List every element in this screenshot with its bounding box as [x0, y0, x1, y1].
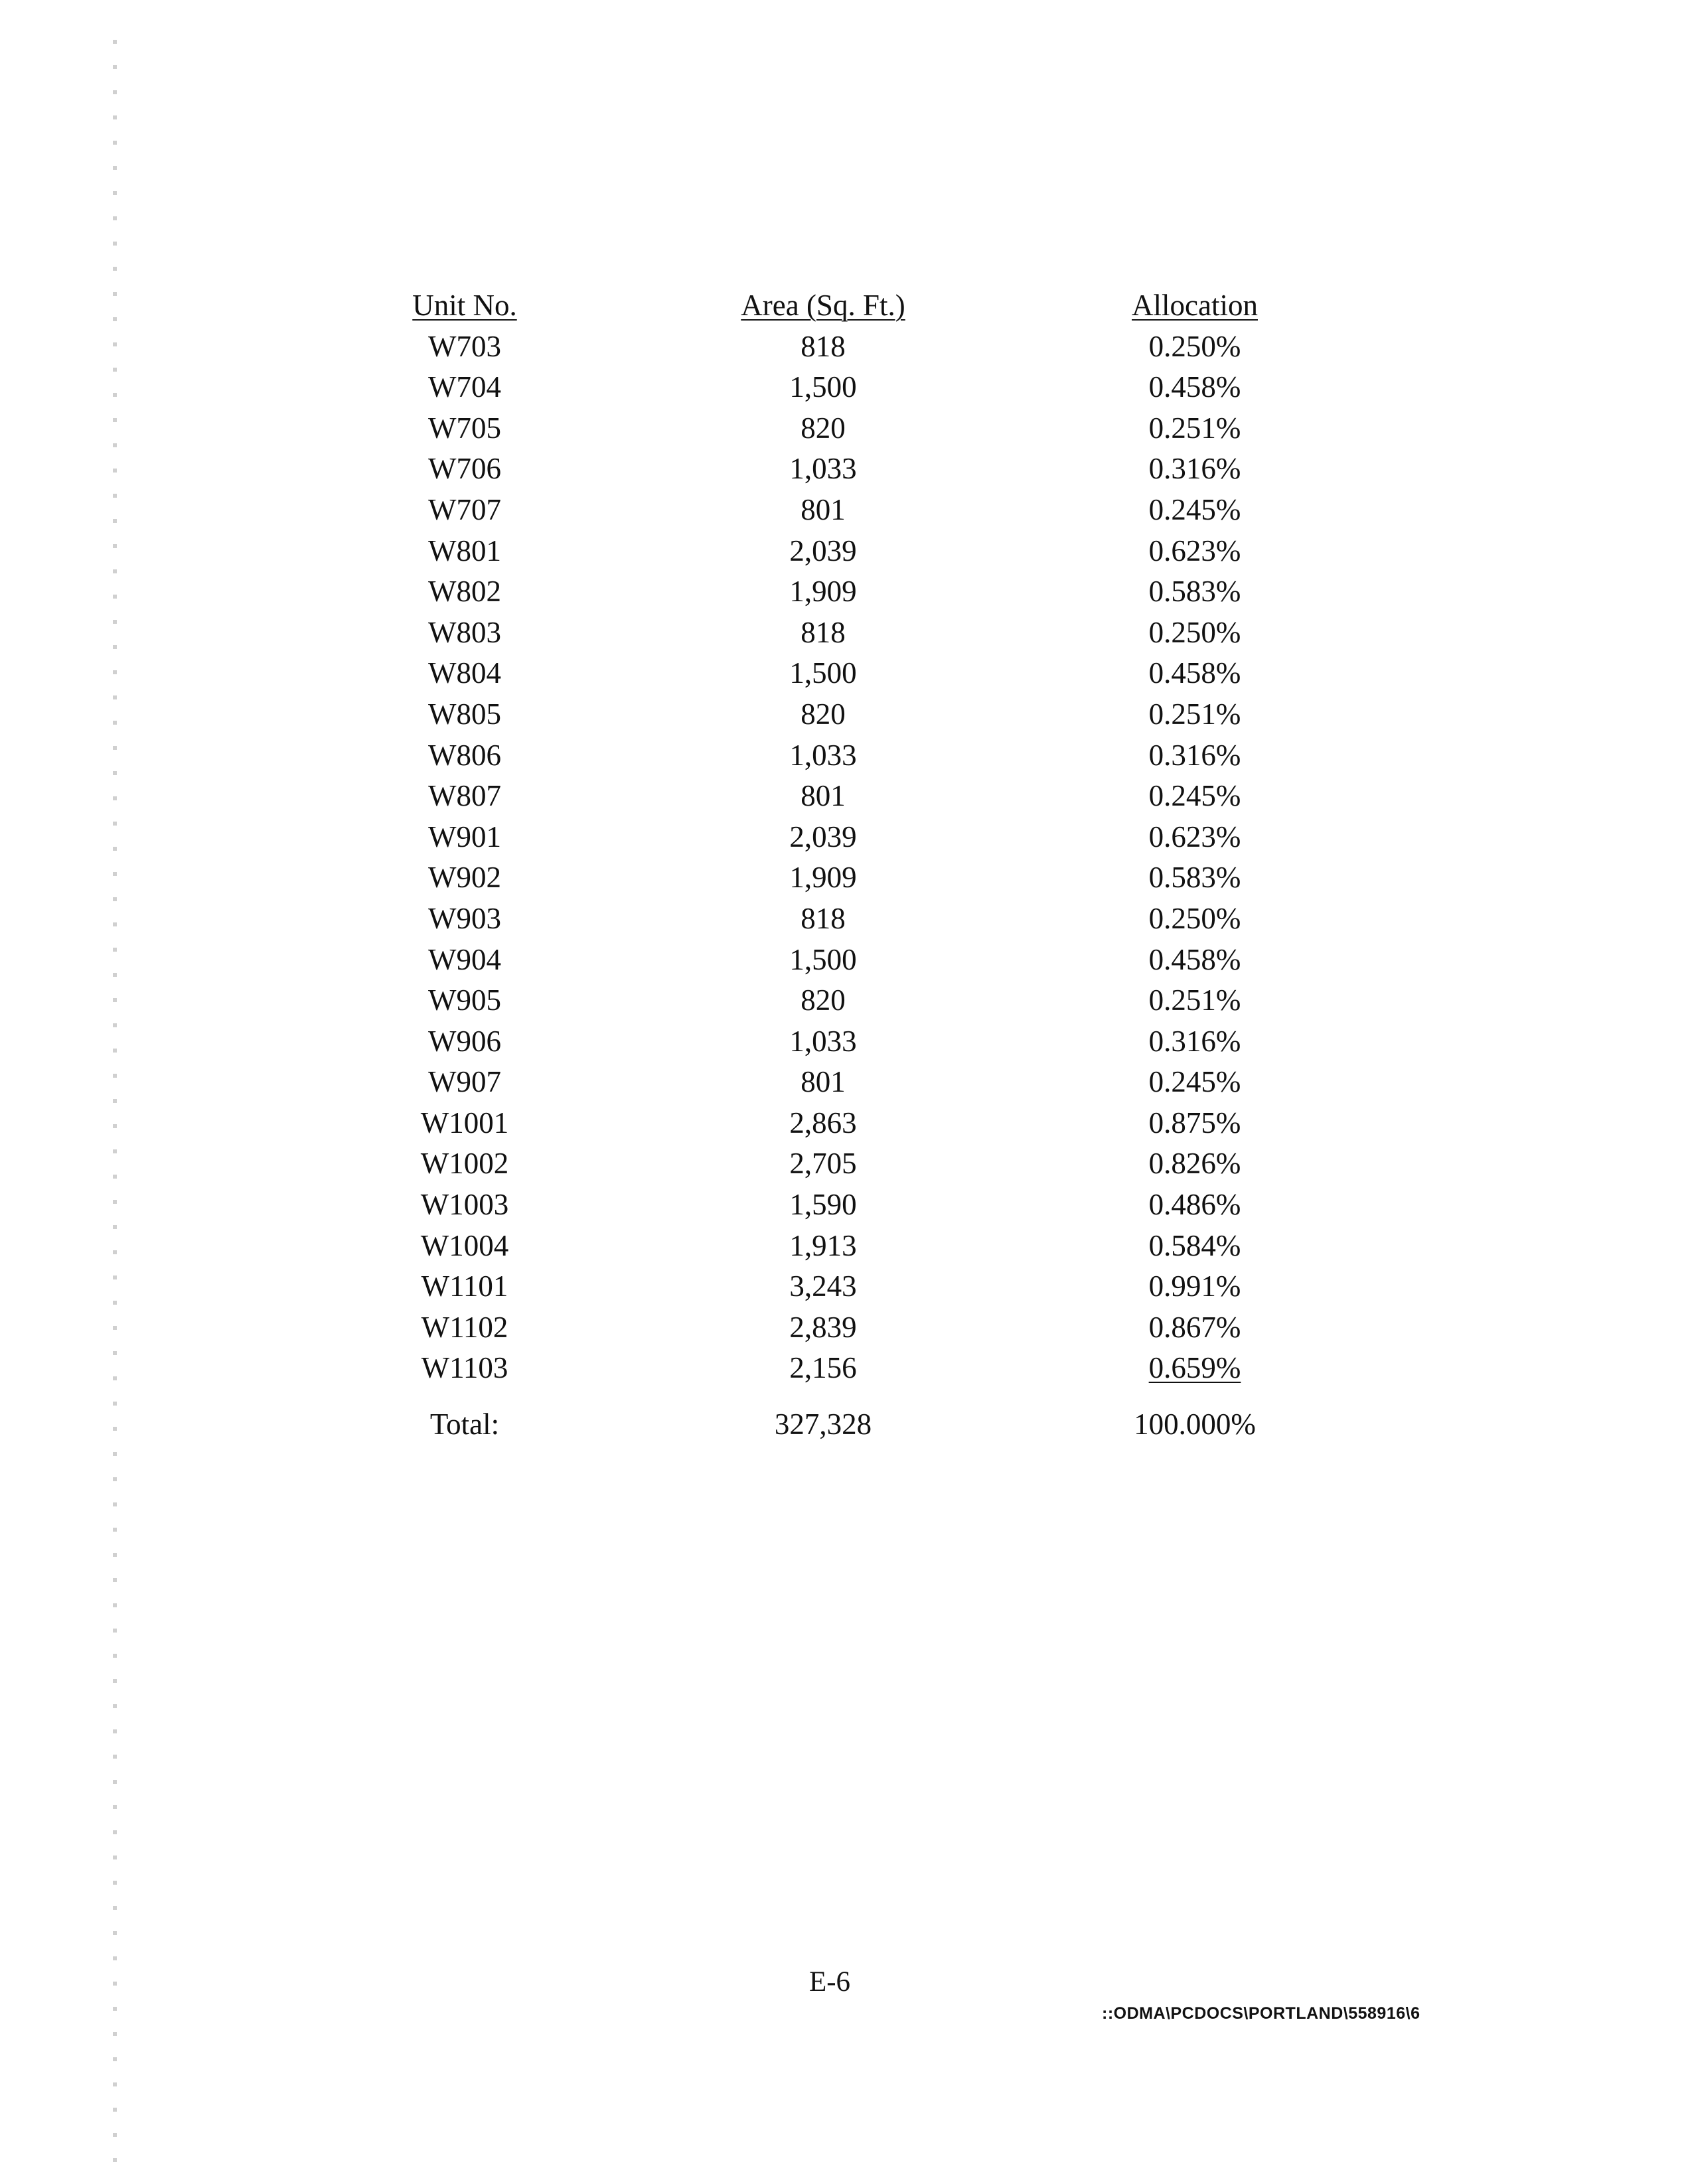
- area-cell: 820: [801, 983, 846, 1017]
- unit-cell: W803: [428, 615, 501, 649]
- area-cell: 820: [801, 697, 846, 731]
- allocation-column-header: Allocation: [1132, 289, 1258, 322]
- area-cell: 1,909: [789, 861, 857, 895]
- unit-cell: W804: [428, 656, 501, 690]
- allocation-cell: 0.458%: [1148, 370, 1241, 404]
- area-cell: 1,913: [789, 1228, 857, 1262]
- area-cell: 818: [801, 615, 846, 649]
- allocation-cell: 0.826%: [1148, 1147, 1241, 1181]
- unit-cell: W705: [428, 411, 501, 445]
- unit-column-header: Unit No.: [412, 289, 517, 322]
- page-number: E-6: [808, 1966, 851, 1998]
- scan-edge-marks: [113, 40, 117, 2163]
- area-column-header: Area (Sq. Ft.): [741, 289, 905, 322]
- unit-cell: W703: [428, 329, 501, 363]
- unit-cell: W1002: [420, 1147, 509, 1181]
- allocation-cell: 0.245%: [1148, 779, 1241, 813]
- allocation-cell: 0.316%: [1148, 1024, 1241, 1058]
- allocation-cell: 0.316%: [1148, 738, 1241, 772]
- total-allocation: 100.000%: [1134, 1408, 1256, 1441]
- unit-list: [372, 327, 558, 1389]
- allocation-cell: 0.251%: [1148, 411, 1241, 445]
- allocation-cell: 0.250%: [1148, 615, 1241, 649]
- unit-cell: W902: [428, 861, 501, 895]
- area-cell: 1,500: [789, 370, 857, 404]
- unit-cell: W802: [428, 575, 501, 609]
- unit-cell: W801: [428, 534, 501, 567]
- area-cell: 1,033: [789, 1024, 857, 1058]
- allocation-cell: 0.623%: [1148, 534, 1241, 567]
- area-cell: 801: [801, 779, 846, 813]
- allocation-cell: 0.458%: [1148, 656, 1241, 690]
- area-list: [724, 327, 923, 1389]
- unit-cell: W706: [428, 452, 501, 486]
- area-cell: 3,243: [789, 1270, 857, 1303]
- allocation-list: [1095, 327, 1294, 1389]
- area-cell: 1,590: [789, 1188, 857, 1222]
- area-cell: 2,839: [789, 1310, 857, 1344]
- unit-cell: W903: [428, 901, 501, 935]
- area-cell: 2,705: [789, 1147, 857, 1181]
- unit-cell: W1103: [421, 1351, 508, 1385]
- area-cell: 2,863: [789, 1106, 857, 1139]
- allocation-cell: 0.486%: [1148, 1188, 1241, 1222]
- area-cell: 818: [801, 901, 846, 935]
- unit-cell: W807: [428, 779, 501, 813]
- area-cell: 1,033: [789, 452, 857, 486]
- allocation-cell: 0.250%: [1148, 901, 1241, 935]
- unit-cell: W1001: [420, 1106, 509, 1139]
- unit-cell: W905: [428, 983, 501, 1017]
- allocation-cell: 0.584%: [1148, 1228, 1241, 1262]
- allocation-cell: 0.875%: [1148, 1106, 1241, 1139]
- unit-cell: W806: [428, 738, 501, 772]
- allocation-cell: 0.583%: [1148, 861, 1241, 895]
- area-cell: 1,033: [789, 738, 857, 772]
- area-cell: 1,500: [789, 656, 857, 690]
- unit-cell: W1003: [420, 1188, 509, 1222]
- area-cell: 820: [801, 411, 846, 445]
- allocation-column: [1095, 285, 1294, 1389]
- total-label: Total:: [429, 1408, 500, 1441]
- unit-cell: W704: [428, 370, 501, 404]
- allocation-cell: 0.583%: [1148, 575, 1241, 609]
- area-cell: 801: [801, 492, 846, 526]
- unit-cell: W907: [428, 1065, 501, 1099]
- unit-cell: W906: [428, 1024, 501, 1058]
- area-cell: 818: [801, 329, 846, 363]
- document-path: ::ODMA\PCDOCS\PORTLAND\558916\6: [1102, 2004, 1420, 2023]
- unit-cell: W1004: [420, 1228, 509, 1262]
- area-cell: 1,909: [789, 575, 857, 609]
- area-column: [724, 285, 923, 1389]
- allocation-cell: 0.245%: [1148, 1065, 1241, 1099]
- allocation-cell: 0.316%: [1148, 452, 1241, 486]
- area-cell: 2,039: [789, 534, 857, 567]
- unit-cell: W805: [428, 697, 501, 731]
- unit-cell: W1102: [421, 1310, 508, 1344]
- allocation-cell: 0.245%: [1148, 492, 1241, 526]
- allocation-cell: 0.251%: [1148, 697, 1241, 731]
- unit-cell: W901: [428, 820, 501, 853]
- area-cell: 801: [801, 1065, 846, 1099]
- allocation-cell: 0.250%: [1148, 329, 1241, 363]
- allocation-cell: 0.867%: [1148, 1310, 1241, 1344]
- allocation-cell: 0.251%: [1148, 983, 1241, 1017]
- unit-column: [372, 285, 558, 1389]
- total-area: 327,328: [774, 1408, 872, 1441]
- unit-cell: W904: [428, 942, 501, 976]
- allocation-cell: 0.659%: [1148, 1351, 1241, 1385]
- allocation-cell: 0.991%: [1148, 1270, 1241, 1303]
- unit-cell: W707: [428, 492, 501, 526]
- area-cell: 2,039: [789, 820, 857, 853]
- area-cell: 1,500: [789, 942, 857, 976]
- area-cell: 2,156: [789, 1351, 857, 1385]
- unit-cell: W1101: [421, 1270, 508, 1303]
- allocation-cell: 0.458%: [1148, 942, 1241, 976]
- allocation-cell: 0.623%: [1148, 820, 1241, 853]
